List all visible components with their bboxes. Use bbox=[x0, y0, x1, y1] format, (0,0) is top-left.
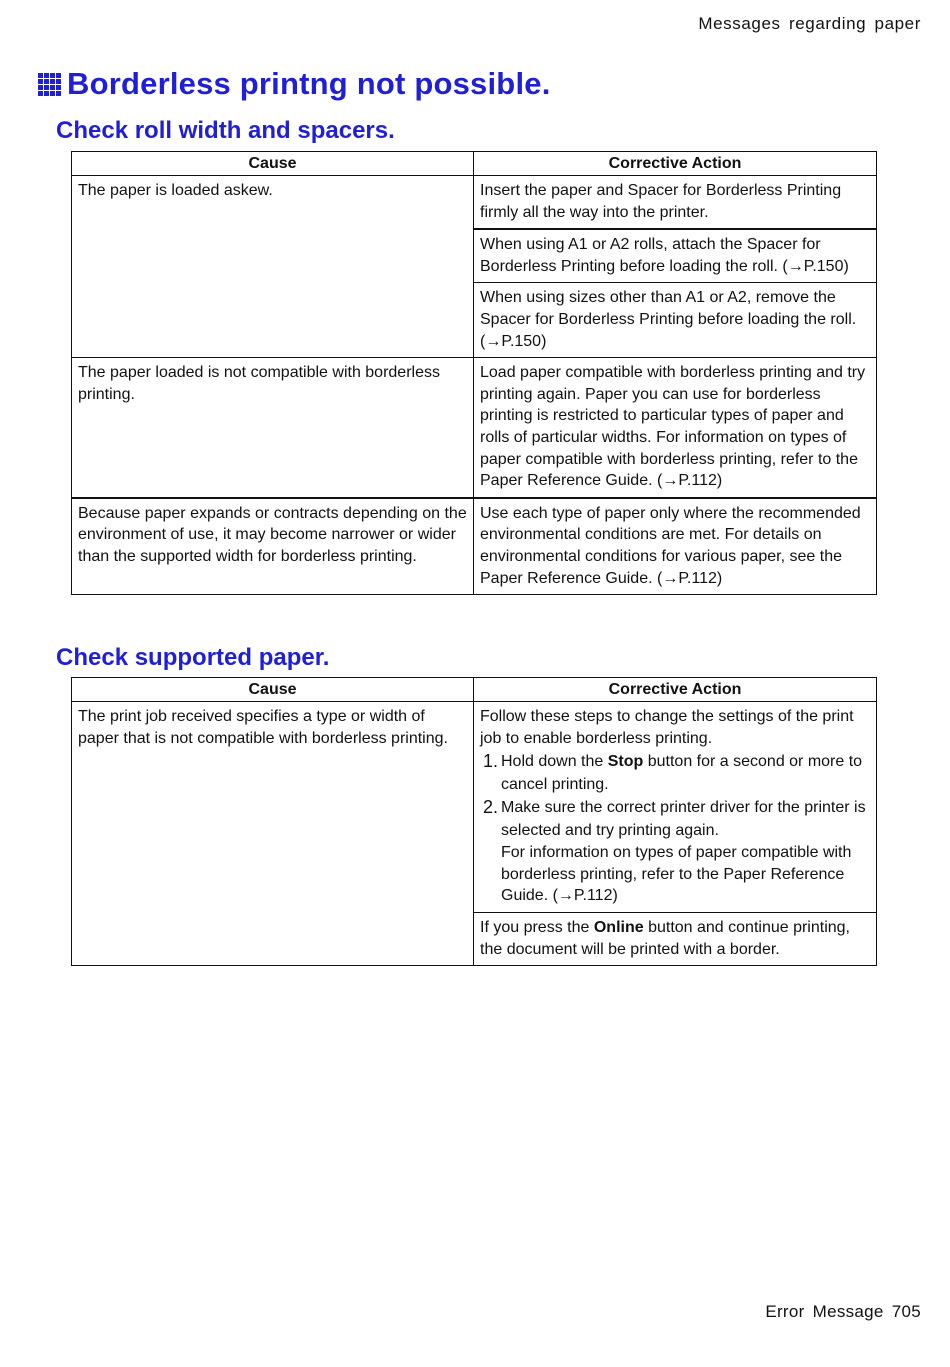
section-heading-roll-width: Check roll width and spacers. bbox=[56, 117, 395, 144]
cause-cell: The paper loaded is not compatible with borderless printing. bbox=[72, 358, 474, 498]
table-header-row bbox=[72, 152, 877, 176]
action-cell: Use each type of paper only where the recommended environmental conditions are met. For details on environmental conditions for various paper, see the Paper Reference Guide. (→P.112) bbox=[474, 498, 877, 595]
cause-cell: The paper is loaded askew. bbox=[72, 176, 474, 358]
roll-width-table bbox=[71, 151, 877, 595]
page-number: 705 bbox=[891, 1302, 921, 1321]
action-cell: If you press the Online button and continue printing, the document will be printed with a border. bbox=[474, 912, 877, 965]
action-cell bbox=[474, 702, 877, 913]
grid-icon bbox=[38, 73, 61, 96]
table-row bbox=[72, 702, 877, 913]
steps-intro: Follow these steps to change the settings of the print job to enable borderless printing. bbox=[480, 708, 854, 747]
step-item bbox=[483, 796, 871, 907]
action-cell: When using A1 or A2 rolls, attach the Spacer for Borderless Printing before loading the roll. (→P.150) bbox=[474, 229, 877, 283]
step-number: 2. bbox=[483, 797, 499, 818]
column-header-action: Corrective Action bbox=[474, 678, 877, 702]
cause-cell: The print job received specifies a type or width of paper that is not compatible with borderless printing. bbox=[72, 702, 474, 966]
running-footer bbox=[765, 1302, 921, 1322]
page-title-text: Borderless printng not possible. bbox=[67, 66, 551, 101]
column-header-action: Corrective Action bbox=[474, 152, 877, 176]
stop-button-label: Stop bbox=[607, 753, 644, 771]
step-number: 1. bbox=[483, 751, 499, 772]
online-button-label: Online bbox=[593, 918, 644, 936]
column-header-cause: Cause bbox=[72, 152, 474, 176]
running-header: Messages regarding paper bbox=[698, 14, 921, 33]
page-title bbox=[38, 66, 551, 102]
column-header-cause: Cause bbox=[72, 678, 474, 702]
action-cell: When using sizes other than A1 or A2, remove the Spacer for Borderless Printing before loading the roll. (→P.150) bbox=[474, 283, 877, 358]
cause-cell: Because paper expands or contracts depending on the environment of use, it may become narrower or wider than the supported width for borderless printing. bbox=[72, 498, 474, 595]
step-note: For information on types of paper compatible with borderless printing, refer to the Paper Reference Guide. (→P.112) bbox=[501, 844, 852, 905]
action-cell: Load paper compatible with borderless printing and try printing again. Paper you can use for borderless printing is restricted to particular types of paper and rolls of particular widths. For information on types of paper compatible with borderless printing, refer to the Paper Reference Guide. (→P.112) bbox=[474, 358, 877, 498]
footer-section: Error Message bbox=[765, 1302, 884, 1321]
action-cell: Insert the paper and Spacer for Borderless Printing firmly all the way into the printer. bbox=[474, 176, 877, 230]
supported-paper-table bbox=[71, 677, 877, 966]
section-heading-supported-paper: Check supported paper. bbox=[56, 644, 330, 671]
step-item: 1. Hold down the Stop button for a second or more to cancel printing. bbox=[483, 750, 871, 796]
table-row bbox=[72, 176, 877, 230]
table-row bbox=[72, 498, 877, 595]
step-text: Make sure the correct printer driver for the printer is selected and try printing again. bbox=[501, 799, 866, 840]
steps-list bbox=[480, 750, 871, 907]
table-row bbox=[72, 358, 877, 498]
table-header-row bbox=[72, 678, 877, 702]
